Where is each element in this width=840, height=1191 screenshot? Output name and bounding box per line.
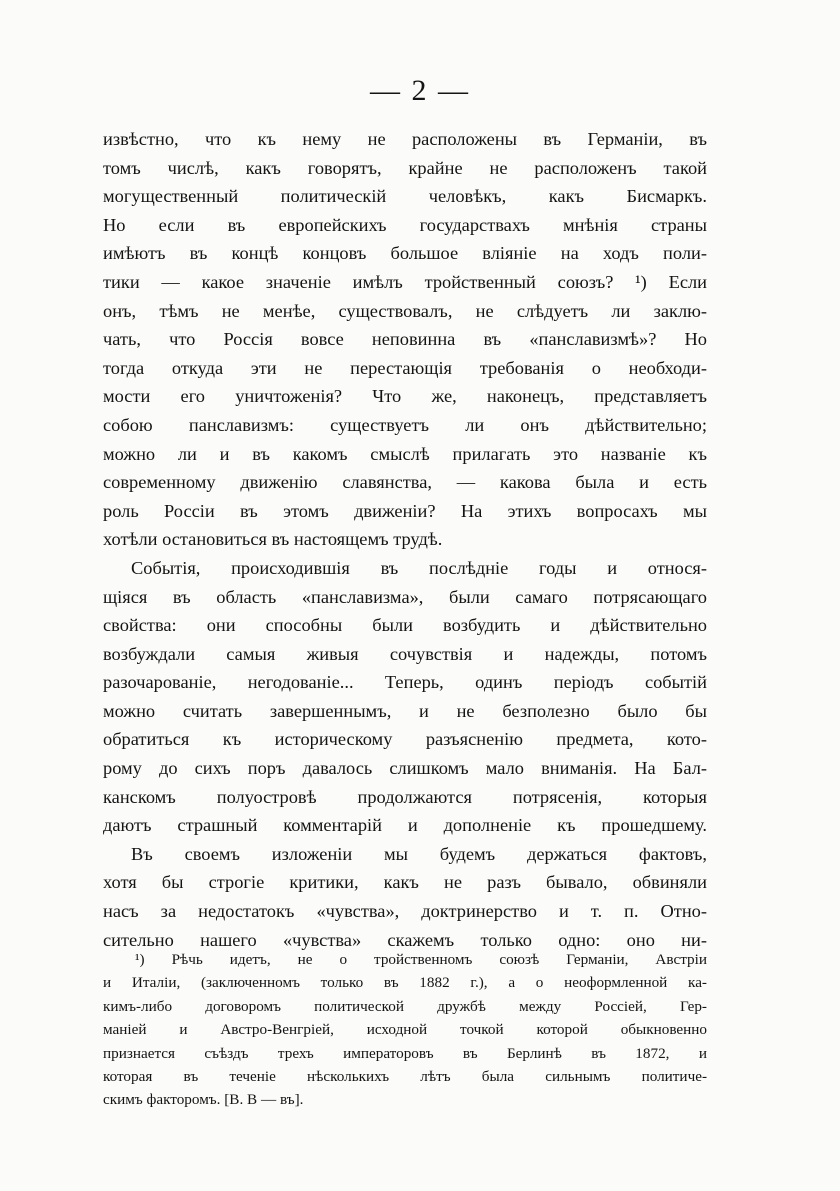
text-line: возбуждали самыя живыя сочувствія и надежды, потомъ: [103, 643, 707, 664]
text-line: собою панславизмъ: существуетъ ли онъ дѣйствительно;: [103, 414, 707, 435]
text-line: хотя бы строгіе критики, какъ не разъ бывало, обвиняли: [103, 872, 707, 893]
text-line: разочарованіе, негодованіе... Теперь, одинъ періодъ событій: [103, 672, 707, 693]
text-line: Но если въ европейскихъ государствахъ мнѣнія страны: [103, 214, 707, 235]
text-line: рому до сихъ поръ давалось слишкомъ мало вниманія. На Бал-: [103, 758, 707, 779]
text-line: современному движенію славянства, — какова была и есть: [103, 472, 707, 493]
text-line: Въ своемъ изложеніи мы будемъ держаться фактовъ,: [131, 843, 707, 864]
footnote: [103, 948, 707, 1112]
footnote-line: и Италіи, (заключенномъ только въ 1882 г.), а о неоформленной ка-: [103, 974, 707, 992]
text-line: насъ за недостатокъ «чувства», доктринерство и т. п. Отно-: [103, 901, 707, 922]
footnote-line: кимъ-либо договоромъ политической дружбѣ между Россіей, Гер-: [103, 997, 707, 1015]
text-line: канскомъ полуостровѣ продолжаются потрясенія, которыя: [103, 786, 707, 807]
footnote-line: ¹) Рѣчь идетъ, не о тройственномъ союзѣ Германіи, Австріи: [135, 951, 707, 968]
text-line: хотѣли остановиться въ настоящемъ трудѣ.: [103, 529, 443, 550]
text-line: роль Россіи въ этомъ движеніи? На этихъ вопросахъ мы: [103, 500, 707, 521]
text-line: мости его уничтоженія? Что же, наконецъ, представляетъ: [103, 386, 707, 407]
text-line: сительно нашего «чувства» скажемъ только одно: оно ни-: [103, 929, 707, 950]
text-line: Событія, происходившія въ послѣдніе годы и относя-: [131, 557, 707, 578]
page-number: — 2 —: [370, 74, 470, 107]
main-text: [103, 125, 707, 954]
text-line: даютъ страшный комментарій и дополненіе къ прошедшему.: [103, 815, 707, 836]
footnote-line: скимъ факторомъ. [В. В — въ].: [103, 1091, 304, 1109]
text-line: чать, что Россія вовсе неповинна въ «панславизмѣ»? Но: [103, 329, 707, 350]
footnote-line: маніей и Австро-Венгріей, исходной точкой которой обыкновенно: [103, 1021, 707, 1039]
text-line: можно ли и въ какомъ смыслѣ прилагать это названіе къ: [103, 443, 707, 464]
text-line: онъ, тѣмъ не менѣе, существовалъ, не слѣдуетъ ли заклю-: [103, 300, 707, 321]
footnote-line: которая въ теченіе нѣсколькихъ лѣтъ была сильнымъ политиче-: [103, 1068, 707, 1086]
text-line: могущественный политическій человѣкъ, какъ Бисмаркъ.: [103, 186, 707, 207]
text-line: тики — какое значеніе имѣлъ тройственный союзъ? ¹) Если: [103, 271, 707, 292]
text-line: можно считать завершеннымъ, и не безполезно было бы: [103, 700, 707, 721]
text-line: имѣютъ въ концѣ концовъ большое вліяніе на ходъ поли-: [103, 243, 707, 264]
text-line: тогда откуда эти не перестающія требованія о необходи-: [103, 357, 707, 378]
text-line: извѣстно, что къ нему не расположены въ Германіи, въ: [103, 129, 707, 149]
footnote-line: признается съѣздъ трехъ императоровъ въ Берлинѣ въ 1872, и: [103, 1044, 707, 1062]
text-line: свойства: они способны были возбудить и дѣйствительно: [103, 615, 707, 636]
text-line: томъ числѣ, какъ говорятъ, крайне не расположенъ такой: [103, 157, 707, 178]
text-line: щіяся въ область «панславизма», были самаго потрясающаго: [103, 586, 707, 607]
text-line: обратиться къ историческому разъясненію предмета, кото-: [103, 729, 707, 750]
